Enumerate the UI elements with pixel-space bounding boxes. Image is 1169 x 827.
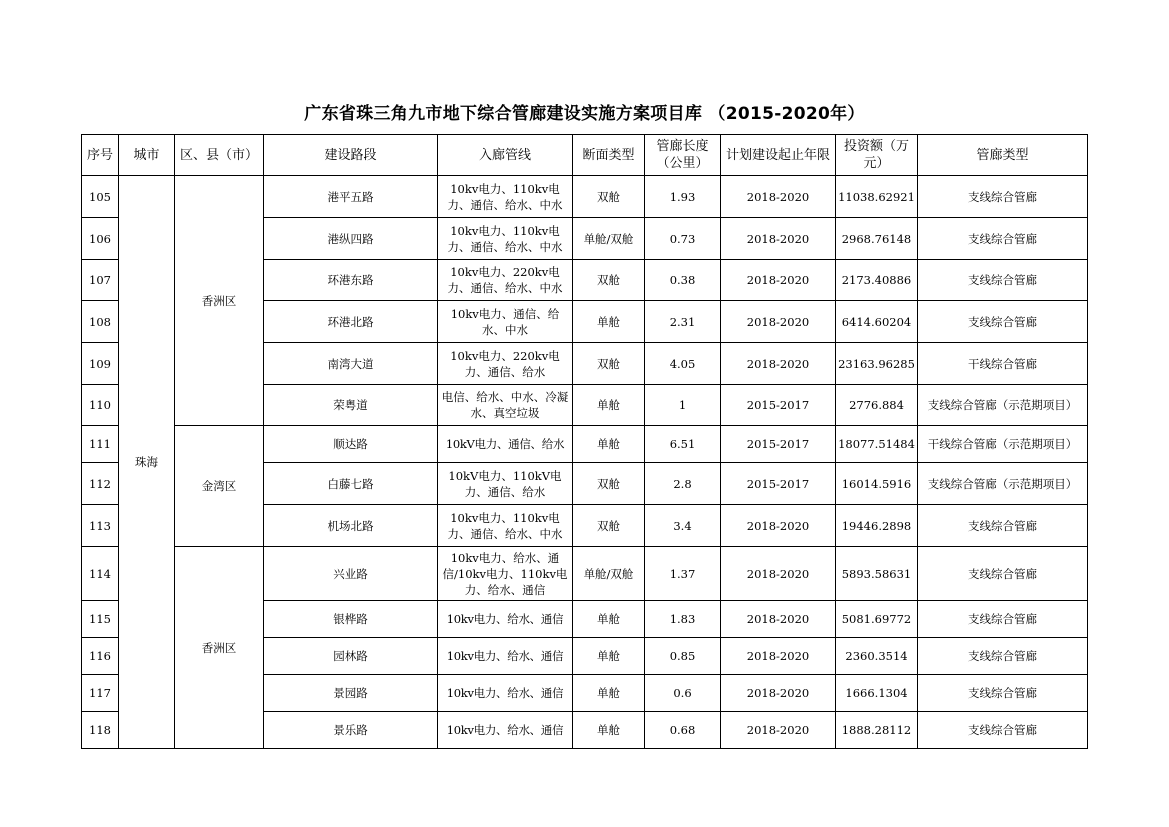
- cell-no: 117: [82, 675, 119, 712]
- header-cell-road: 建设路段: [264, 135, 438, 176]
- cell-type: 支线综合管廊: [918, 601, 1088, 638]
- cell-section: 双舱: [573, 176, 645, 218]
- table-row: [82, 426, 1088, 463]
- cell-years: 2018-2020: [721, 176, 836, 218]
- header-cell-length: 管廊长度（公里）: [645, 135, 721, 176]
- cell-section: 单舱: [573, 712, 645, 749]
- cell-pipes: 10kv电力、110kv电力、通信、给水、中水: [438, 176, 573, 218]
- cell-road: 环港东路: [264, 260, 438, 301]
- cell-type: 支线综合管廊（示范期项目）: [918, 385, 1088, 426]
- cell-years: 2018-2020: [721, 505, 836, 547]
- cell-length: 1.83: [645, 601, 721, 638]
- cell-section: 单舱: [573, 385, 645, 426]
- header-cell-section: 断面类型: [573, 135, 645, 176]
- cell-years: 2018-2020: [721, 547, 836, 601]
- page-title: 广东省珠三角九市地下综合管廊建设实施方案项目库 （2015-2020年）: [304, 104, 865, 124]
- cell-road: 港纵四路: [264, 218, 438, 260]
- cell-years: 2018-2020: [721, 218, 836, 260]
- cell-years: 2018-2020: [721, 343, 836, 385]
- cell-road: 机场北路: [264, 505, 438, 547]
- cell-length: 0.73: [645, 218, 721, 260]
- cell-pipes: 10kV电力、110kV电力、通信、给水: [438, 463, 573, 505]
- cell-length: 0.38: [645, 260, 721, 301]
- cell-length: 6.51: [645, 426, 721, 463]
- cell-no: 113: [82, 505, 119, 547]
- cell-section: 单舱: [573, 601, 645, 638]
- cell-road: 白藤七路: [264, 463, 438, 505]
- cell-section: 单舱/双舱: [573, 218, 645, 260]
- cell-invest: 16014.5916: [836, 463, 918, 505]
- cell-invest: 5081.69772: [836, 601, 918, 638]
- header-cell-years: 计划建设起止年限: [721, 135, 836, 176]
- cell-invest: 2968.76148: [836, 218, 918, 260]
- cell-type: 支线综合管廊: [918, 301, 1088, 343]
- cell-section: 双舱: [573, 260, 645, 301]
- project-table: [81, 134, 1088, 749]
- cell-no: 106: [82, 218, 119, 260]
- cell-length: 0.68: [645, 712, 721, 749]
- cell-section: 单舱: [573, 426, 645, 463]
- cell-length: 1.93: [645, 176, 721, 218]
- cell-pipes: 10kV电力、通信、给水: [438, 426, 573, 463]
- cell-no: 105: [82, 176, 119, 218]
- cell-pipes: 10kv电力、220kv电力、通信、给水、中水: [438, 260, 573, 301]
- cell-pipes: 10kv电力、110kv电力、通信、给水、中水: [438, 218, 573, 260]
- cell-road: 兴业路: [264, 547, 438, 601]
- cell-pipes: 10kv电力、110kv电力、通信、给水、中水: [438, 505, 573, 547]
- cell-type: 支线综合管廊: [918, 260, 1088, 301]
- cell-years: 2018-2020: [721, 638, 836, 675]
- cell-invest: 2173.40886: [836, 260, 918, 301]
- cell-years: 2018-2020: [721, 301, 836, 343]
- cell-section: 单舱: [573, 638, 645, 675]
- cell-road: 景乐路: [264, 712, 438, 749]
- cell-section: 双舱: [573, 463, 645, 505]
- cell-no: 118: [82, 712, 119, 749]
- cell-years: 2018-2020: [721, 675, 836, 712]
- cell-years: 2015-2017: [721, 385, 836, 426]
- cell-road: 景园路: [264, 675, 438, 712]
- cell-type: 支线综合管廊: [918, 712, 1088, 749]
- cell-no: 114: [82, 547, 119, 601]
- cell-section: 双舱: [573, 343, 645, 385]
- cell-pipes: 10kv电力、给水、通信: [438, 675, 573, 712]
- cell-years: 2018-2020: [721, 601, 836, 638]
- header-row: [82, 135, 1088, 176]
- cell-road: 银桦路: [264, 601, 438, 638]
- cell-district: 金湾区: [175, 426, 264, 547]
- cell-type: 干线综合管廊（示范期项目）: [918, 426, 1088, 463]
- cell-invest: 1666.1304: [836, 675, 918, 712]
- cell-years: 2015-2017: [721, 426, 836, 463]
- cell-years: 2018-2020: [721, 712, 836, 749]
- cell-section: 单舱/双舱: [573, 547, 645, 601]
- cell-length: 4.05: [645, 343, 721, 385]
- cell-invest: 19446.2898: [836, 505, 918, 547]
- header-cell-type: 管廊类型: [918, 135, 1088, 176]
- cell-road: 荣粤道: [264, 385, 438, 426]
- cell-length: 3.4: [645, 505, 721, 547]
- cell-length: 0.6: [645, 675, 721, 712]
- cell-no: 109: [82, 343, 119, 385]
- cell-pipes: 10kv电力、220kv电力、通信、给水: [438, 343, 573, 385]
- cell-invest: 6414.60204: [836, 301, 918, 343]
- cell-length: 1.37: [645, 547, 721, 601]
- table-row: [82, 547, 1088, 601]
- cell-city: 珠海: [119, 176, 175, 749]
- cell-years: 2018-2020: [721, 260, 836, 301]
- cell-road: 港平五路: [264, 176, 438, 218]
- cell-type: 干线综合管廊: [918, 343, 1088, 385]
- cell-district: 香洲区: [175, 176, 264, 426]
- cell-pipes: 10kv电力、给水、通信: [438, 638, 573, 675]
- cell-length: 1: [645, 385, 721, 426]
- cell-pipes: 电信、给水、中水、冷凝水、真空垃圾: [438, 385, 573, 426]
- cell-no: 115: [82, 601, 119, 638]
- cell-no: 111: [82, 426, 119, 463]
- cell-section: 单舱: [573, 675, 645, 712]
- cell-section: 双舱: [573, 505, 645, 547]
- header-cell-city: 城市: [119, 135, 175, 176]
- cell-pipes: 10kv电力、通信、给水、中水: [438, 301, 573, 343]
- cell-invest: 11038.62921: [836, 176, 918, 218]
- cell-invest: 18077.51484: [836, 426, 918, 463]
- cell-invest: 1888.28112: [836, 712, 918, 749]
- cell-no: 107: [82, 260, 119, 301]
- header-cell-invest: 投资额（万元）: [836, 135, 918, 176]
- header-cell-no: 序号: [82, 135, 119, 176]
- cell-section: 单舱: [573, 301, 645, 343]
- cell-road: 南湾大道: [264, 343, 438, 385]
- header-cell-pipes: 入廊管线: [438, 135, 573, 176]
- cell-type: 支线综合管廊（示范期项目）: [918, 463, 1088, 505]
- cell-type: 支线综合管廊: [918, 547, 1088, 601]
- cell-type: 支线综合管廊: [918, 218, 1088, 260]
- cell-road: 顺达路: [264, 426, 438, 463]
- cell-no: 116: [82, 638, 119, 675]
- cell-invest: 5893.58631: [836, 547, 918, 601]
- table-row: [82, 176, 1088, 218]
- cell-road: 园林路: [264, 638, 438, 675]
- cell-no: 112: [82, 463, 119, 505]
- cell-type: 支线综合管廊: [918, 176, 1088, 218]
- cell-pipes: 10kv电力、给水、通信: [438, 712, 573, 749]
- cell-type: 支线综合管廊: [918, 505, 1088, 547]
- cell-no: 110: [82, 385, 119, 426]
- cell-road: 环港北路: [264, 301, 438, 343]
- cell-no: 108: [82, 301, 119, 343]
- cell-length: 2.31: [645, 301, 721, 343]
- cell-district: 香洲区: [175, 547, 264, 749]
- cell-type: 支线综合管廊: [918, 638, 1088, 675]
- cell-pipes: 10kv电力、给水、通信: [438, 601, 573, 638]
- cell-years: 2015-2017: [721, 463, 836, 505]
- cell-invest: 23163.96285: [836, 343, 918, 385]
- cell-length: 2.8: [645, 463, 721, 505]
- header-cell-district: 区、县（市）: [175, 135, 264, 176]
- cell-invest: 2360.3514: [836, 638, 918, 675]
- cell-pipes: 10kv电力、给水、通信/10kv电力、110kv电力、给水、通信: [438, 547, 573, 601]
- cell-type: 支线综合管廊: [918, 675, 1088, 712]
- cell-invest: 2776.884: [836, 385, 918, 426]
- cell-length: 0.85: [645, 638, 721, 675]
